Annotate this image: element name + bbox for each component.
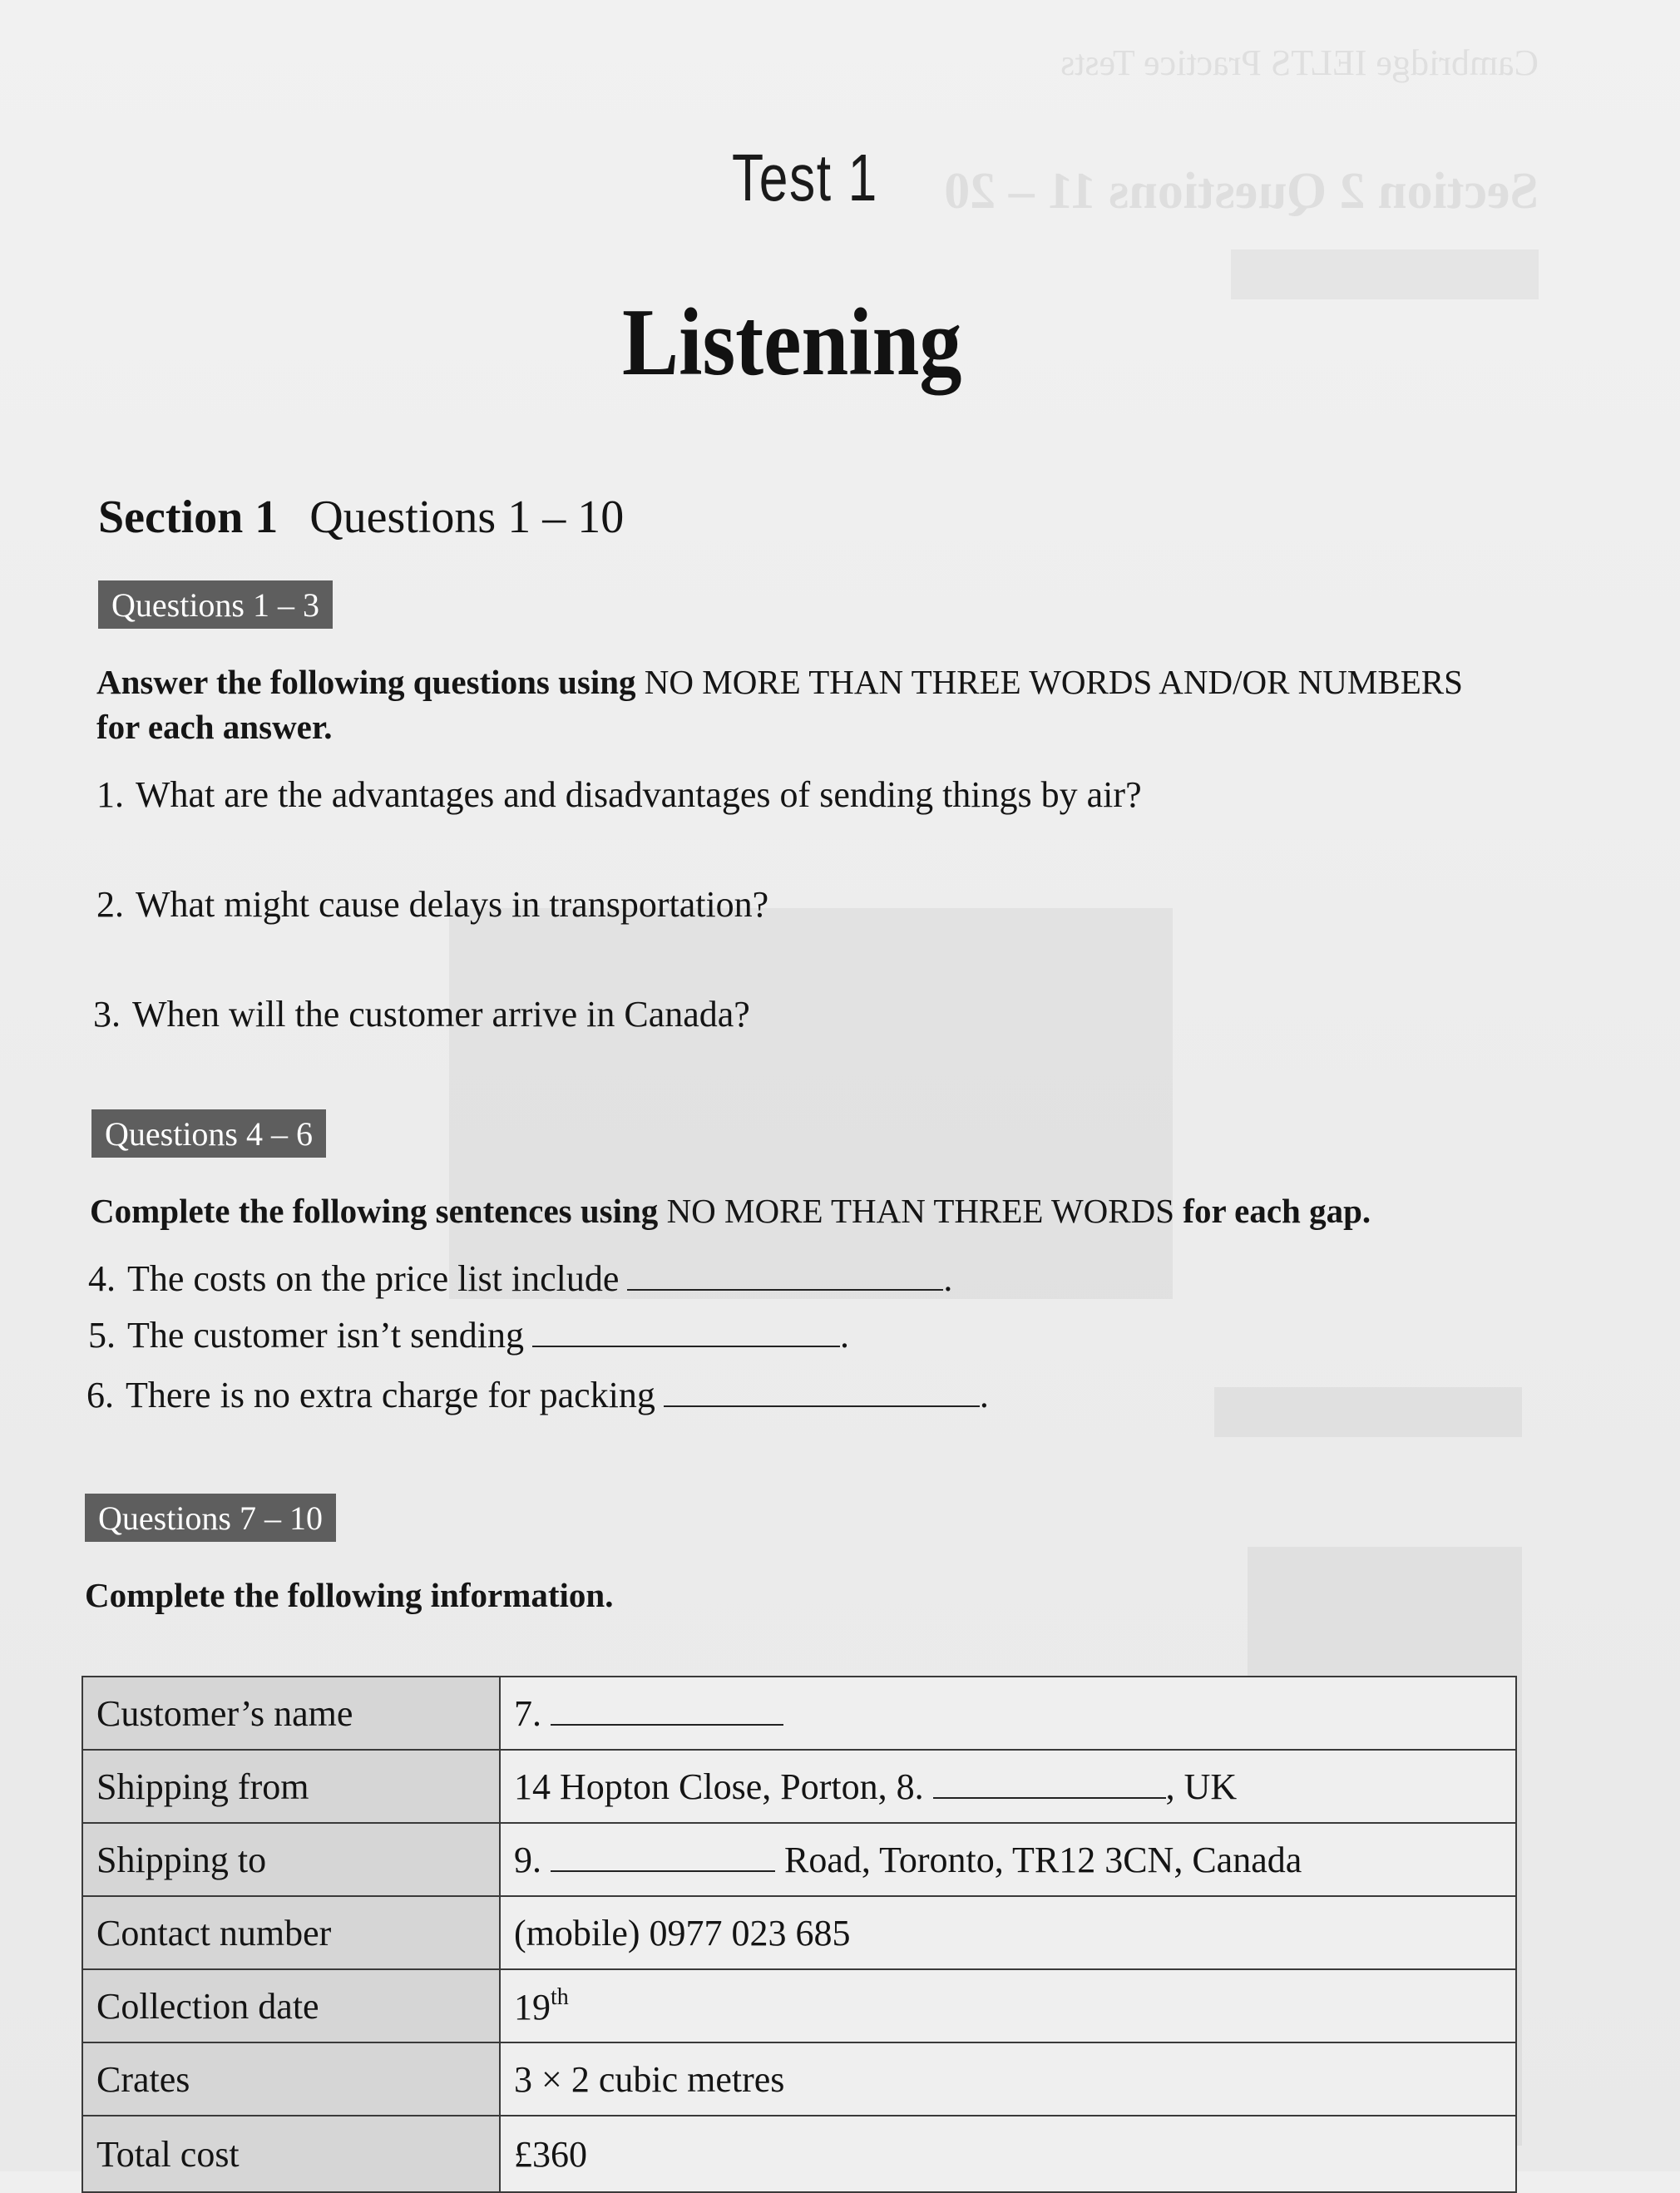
instruction-continued: for each answer. xyxy=(96,708,333,746)
value-text-end: Road, Toronto, TR12 3CN, Canada xyxy=(784,1839,1302,1880)
test-title: Test 1 xyxy=(732,141,878,215)
question-5 xyxy=(88,1314,849,1356)
question-2 xyxy=(96,883,768,926)
table-row xyxy=(82,1750,1516,1823)
question-number: 2. xyxy=(96,884,124,925)
table-row xyxy=(82,1969,1516,2042)
table-value xyxy=(500,1969,1516,2042)
instruction-text: Answer the following questions using xyxy=(96,663,636,701)
table-row xyxy=(82,2116,1516,2192)
end-mark: . xyxy=(979,1375,989,1415)
table-row xyxy=(82,1896,1516,1969)
answer-blank[interactable] xyxy=(627,1287,943,1291)
table-value: (mobile) 0977 023 685 xyxy=(500,1896,1516,1969)
table-label: Shipping from xyxy=(82,1750,500,1823)
value-text: 19 xyxy=(514,1986,551,2028)
show-through-text: Cambridge IELTS Practice Tests xyxy=(1060,42,1539,83)
answer-blank[interactable] xyxy=(933,1772,1166,1799)
table-row xyxy=(82,1677,1516,1750)
question-number: 3. xyxy=(93,994,121,1035)
answer-blank[interactable] xyxy=(551,1845,775,1872)
question-text: When will the customer arrive in Canada? xyxy=(132,994,750,1035)
question-number: 7. xyxy=(514,1692,541,1734)
questions-1-3-band: Questions 1 – 3 xyxy=(98,580,333,629)
table-value xyxy=(500,1677,1516,1750)
question-text: There is no extra charge for packing xyxy=(126,1375,655,1415)
question-1 xyxy=(96,773,1142,816)
question-number: 6. xyxy=(86,1375,114,1415)
show-through-text: Section 2 Questions 11 – 20 xyxy=(944,163,1539,220)
section-label: Section 1 xyxy=(98,491,279,543)
table-label: Total cost xyxy=(82,2116,500,2192)
questions-7-10-instruction: Complete the following information. xyxy=(85,1576,614,1614)
answer-blank[interactable] xyxy=(532,1344,840,1347)
question-number: 1. xyxy=(96,774,124,815)
table-label: Collection date xyxy=(82,1969,500,2042)
question-number: 9. xyxy=(514,1839,541,1880)
table-value: £360 xyxy=(500,2116,1516,2192)
question-4 xyxy=(88,1257,952,1300)
end-mark: . xyxy=(943,1258,953,1299)
value-text: 14 Hopton Close, Porton, 8. xyxy=(514,1766,924,1807)
section-range: Questions 1 – 10 xyxy=(309,491,625,543)
table-row xyxy=(82,2042,1516,2116)
answer-blank[interactable] xyxy=(551,1699,783,1726)
table-value xyxy=(500,1750,1516,1823)
table-label: Customer’s name xyxy=(82,1677,500,1750)
instruction-caps: NO MORE THAN THREE WORDS AND/OR NUMBERS xyxy=(644,663,1463,701)
show-through-box xyxy=(1214,1387,1522,1437)
instruction-caps: NO MORE THAN THREE WORDS xyxy=(666,1192,1175,1230)
section-heading xyxy=(98,491,624,544)
table-value xyxy=(500,1823,1516,1896)
value-text-end: , UK xyxy=(1165,1766,1238,1807)
question-3 xyxy=(93,993,750,1035)
question-number: 5. xyxy=(88,1315,116,1356)
questions-7-10-band: Questions 7 – 10 xyxy=(85,1494,336,1542)
instruction-text: Complete the following sentences using xyxy=(90,1192,659,1230)
question-number: 4. xyxy=(88,1258,116,1299)
question-6 xyxy=(86,1374,989,1416)
table-row xyxy=(82,1823,1516,1896)
info-table xyxy=(82,1676,1517,2193)
questions-4-6-band: Questions 4 – 6 xyxy=(91,1109,326,1158)
question-text: What are the advantages and disadvantages of sending things by air? xyxy=(136,774,1142,815)
instruction-text-end: for each gap. xyxy=(1183,1192,1371,1230)
table-label: Crates xyxy=(82,2042,500,2116)
questions-4-6-instruction xyxy=(90,1191,1371,1231)
table-label: Contact number xyxy=(82,1896,500,1969)
end-mark: . xyxy=(840,1315,849,1356)
question-text: The costs on the price list include xyxy=(127,1258,620,1299)
table-label: Shipping to xyxy=(82,1823,500,1896)
show-through-box xyxy=(1231,249,1539,299)
answer-blank[interactable] xyxy=(664,1404,980,1407)
ordinal-suffix: th xyxy=(551,1983,569,2010)
questions-1-3-instruction xyxy=(96,662,1463,702)
question-text: What might cause delays in transportation? xyxy=(136,884,769,925)
question-text: The customer isn’t sending xyxy=(127,1315,524,1356)
page-title: Listening xyxy=(622,289,962,396)
show-through-box xyxy=(449,908,1173,1299)
table-value: 3 × 2 cubic metres xyxy=(500,2042,1516,2116)
